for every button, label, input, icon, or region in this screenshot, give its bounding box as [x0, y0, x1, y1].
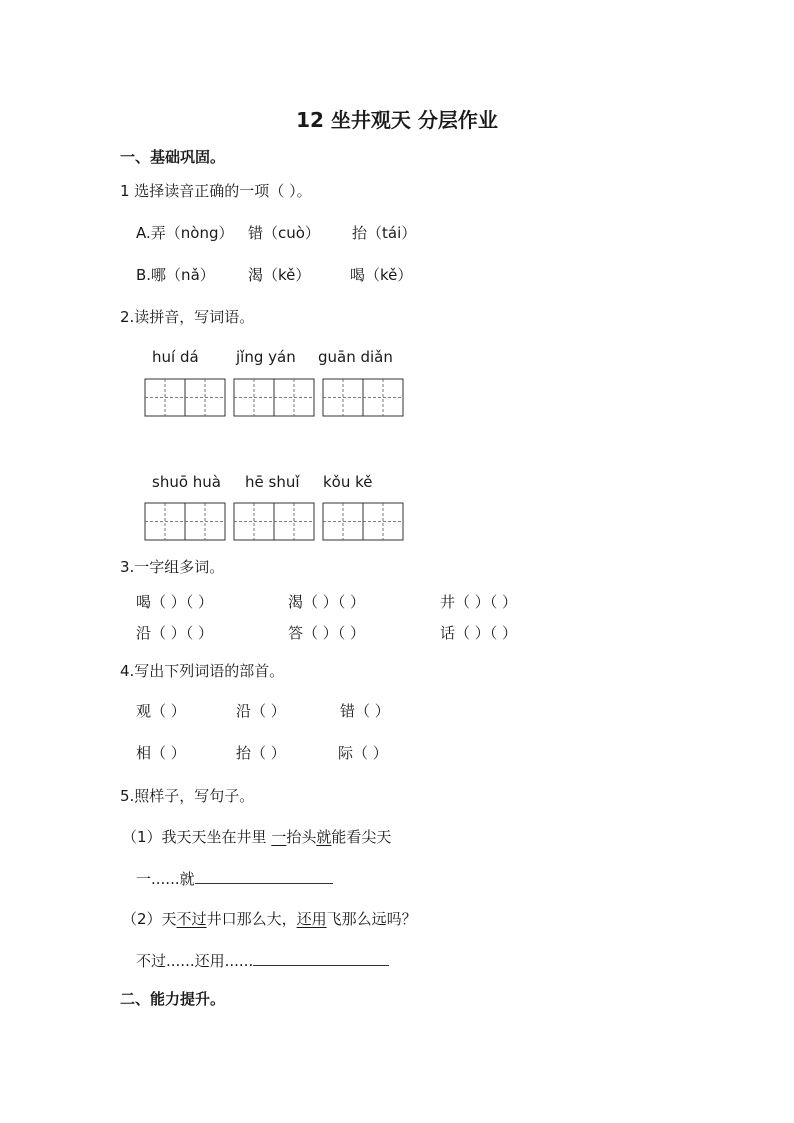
q5-s2-mid: 井口那么大，	[206, 910, 297, 928]
q4-item-5: 抬（ ）	[236, 744, 286, 762]
writing-box-group[interactable]	[323, 379, 403, 416]
q3-item-4: 沿（ ）（ ）	[136, 624, 214, 642]
q5-s1-underline-1: 一	[271, 828, 287, 846]
q5-sentence-1	[122, 826, 391, 847]
q2-pinyin-6: kǒu kě	[323, 473, 373, 491]
q4-item-2: 沿（ ）	[236, 702, 286, 720]
q1-option-a-1: A.弄（nòng）	[136, 224, 234, 242]
page-title: 12 坐井观天 分层作业	[296, 108, 498, 132]
q2-pinyin-2: jǐng yán	[236, 348, 296, 366]
q3-prompt: 3.一字组多词。	[120, 558, 225, 576]
answer-line-1[interactable]	[195, 869, 333, 884]
section-heading-basics: 一、基础巩固。	[120, 148, 226, 166]
q4-item-4: 相（ ）	[136, 744, 186, 762]
q1-option-a-2: 错（cuò）	[248, 224, 320, 242]
writing-box-group[interactable]	[145, 379, 225, 416]
q2-pinyin-5: hē shuǐ	[245, 473, 300, 491]
q4-item-6: 际（ ）	[338, 744, 388, 762]
q1-option-a-3: 抬（tái）	[352, 224, 417, 242]
q3-item-6: 话（ ）（ ）	[440, 624, 518, 642]
writing-box-group[interactable]	[234, 503, 314, 540]
q5-sentence-2	[122, 908, 417, 929]
writing-box-group[interactable]	[145, 503, 225, 540]
q5-s2-underline-1: 不过	[176, 910, 207, 928]
q2-pinyin-1: huí dá	[152, 348, 199, 366]
q3-item-5: 答（ ）（ ）	[288, 624, 366, 642]
q1-prompt: 1 选择读音正确的一项（ ）。	[120, 182, 312, 200]
q5-s1-pre: （1）我天天坐在井里	[122, 828, 272, 846]
q4-item-3: 错（ ）	[340, 702, 390, 720]
q3-item-2: 渴（ ）（ ）	[288, 593, 366, 611]
q4-prompt: 4.写出下列词语的部首。	[120, 662, 285, 680]
q5-pattern-2	[136, 950, 389, 971]
writing-box-group[interactable]	[234, 379, 314, 416]
q4-item-1: 观（ ）	[136, 702, 186, 720]
q2-pinyin-3: guān diǎn	[318, 348, 393, 366]
q5-s2-post: 飞那么远吗？	[326, 910, 417, 928]
q2-prompt: 2.读拼音，写词语。	[120, 308, 255, 326]
q5-s1-mid: 抬头	[286, 828, 317, 846]
q1-option-b-2: 渴（kě）	[248, 266, 311, 284]
q1-option-b-1: B.哪（nǎ）	[136, 266, 215, 284]
q1-option-b-3: 喝（kě）	[350, 266, 413, 284]
q5-s1-underline-2: 就	[316, 828, 332, 846]
q5-s2-pre: （2）天	[122, 910, 177, 928]
q5-prompt: 5.照样子，写句子。	[120, 787, 255, 805]
q5-s1-post: 能看尖天	[331, 828, 392, 846]
q5-pattern-2-text: 不过......还用......	[136, 952, 254, 970]
answer-line-2[interactable]	[253, 951, 389, 966]
q2-pinyin-4: shuō huà	[152, 473, 221, 491]
q5-pattern-1-text: 一......就	[136, 870, 195, 888]
q5-s2-underline-2: 还用	[296, 910, 327, 928]
q5-pattern-1	[136, 868, 333, 889]
writing-box-group[interactable]	[323, 503, 403, 540]
q3-item-1: 喝（ ）（ ）	[136, 593, 214, 611]
q3-item-3: 井（ ）（ ）	[440, 593, 518, 611]
section-heading-ability: 二、能力提升。	[120, 990, 226, 1008]
